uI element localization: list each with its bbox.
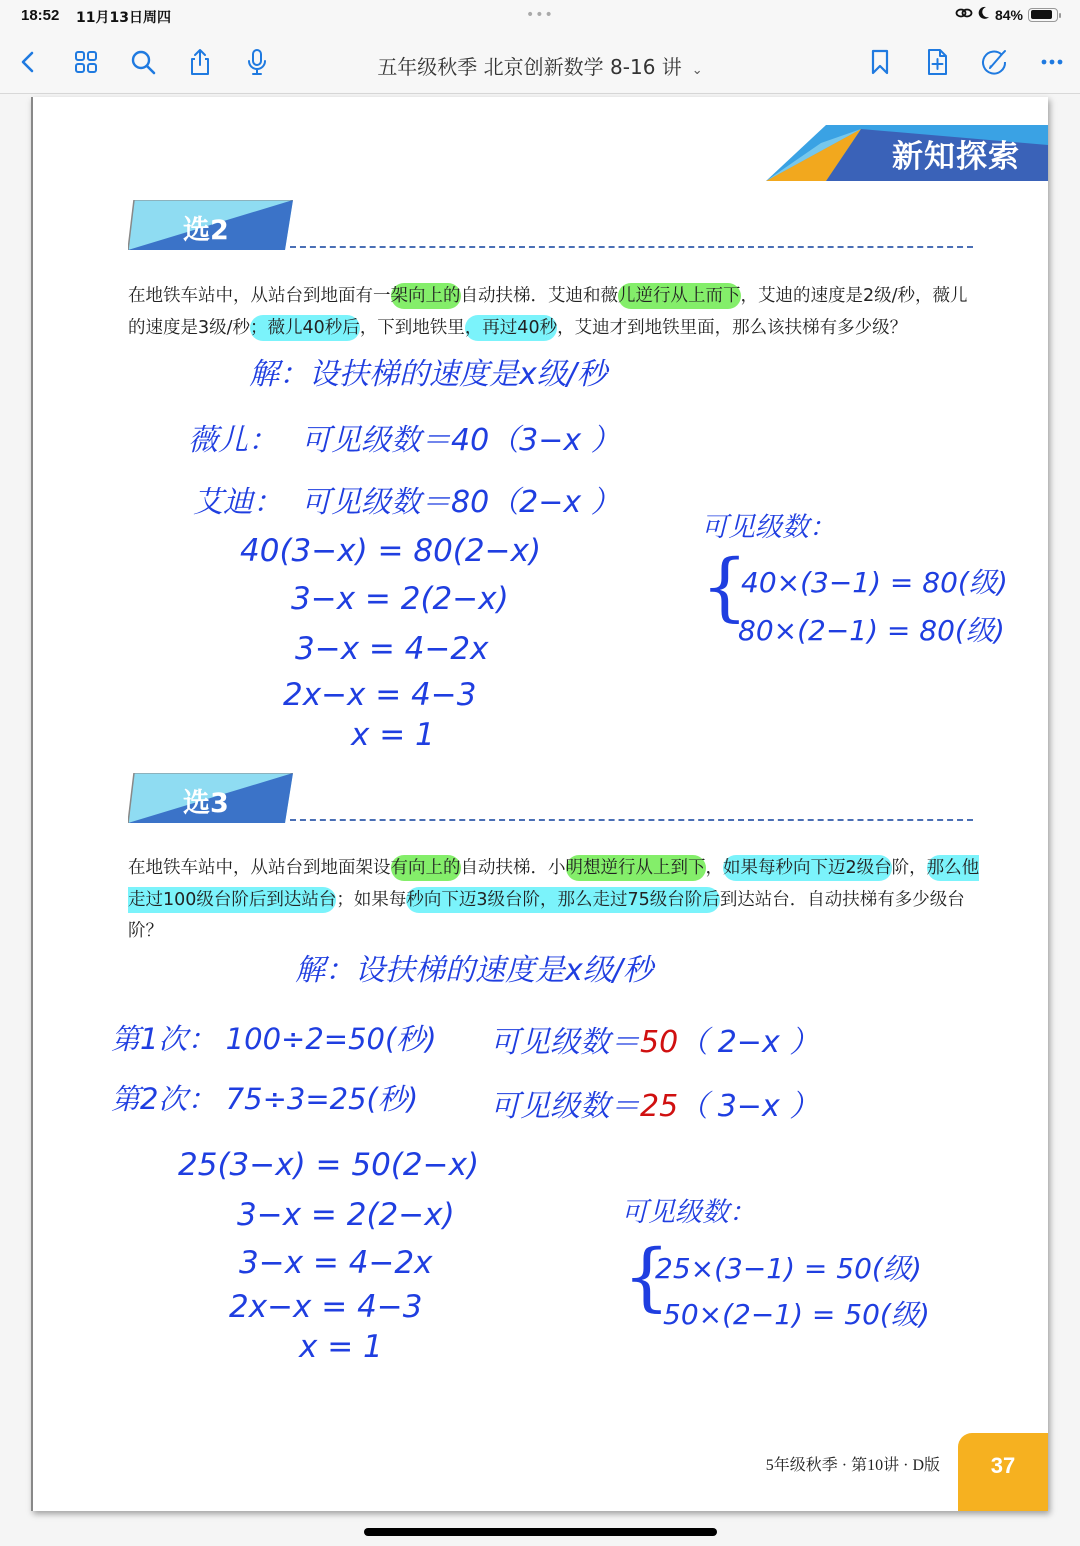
handwritten-step: 3−x = 2(2−x) <box>291 581 509 617</box>
handwritten-check: 50×(2−1) = 50(级) <box>663 1298 930 1331</box>
handwritten-step: 40(3−x) = 80(2−x) <box>240 533 542 569</box>
problem-text-segment: 到达站台．自动扶梯有多少级台阶？ <box>128 889 965 941</box>
more-button[interactable] <box>1036 46 1068 78</box>
dashed-divider <box>290 246 973 248</box>
status-indicators <box>955 6 1058 23</box>
section-header-2 <box>128 200 973 250</box>
link-icon <box>955 6 973 23</box>
handwritten-step: 3−x = 4−2x <box>239 1245 433 1281</box>
status-bar <box>0 0 1080 32</box>
status-time: 18:52 <box>21 7 60 24</box>
handwritten-check: 25×(3−1) = 50(级) <box>655 1252 922 1285</box>
battery-icon <box>1028 8 1058 22</box>
handwritten-label: 薇儿： <box>188 423 278 458</box>
markup-button[interactable] <box>978 46 1010 78</box>
section-banner <box>766 125 1048 181</box>
handwritten-step: 2x−x = 4−3 <box>229 1289 423 1325</box>
document-title[interactable] <box>0 51 1080 80</box>
problem-text-2 <box>128 281 983 344</box>
problem-text-segment: 自动扶梯．艾迪和薇 <box>460 286 618 306</box>
chevron-down-icon: ⌄ <box>691 63 703 78</box>
home-indicator[interactable] <box>364 1528 717 1536</box>
handwritten-check-title: 可见级数： <box>701 512 836 543</box>
highlighted-text: 儿逆行从上而下 <box>618 283 741 309</box>
handwritten-brace: { <box>701 544 749 630</box>
status-date: 11月13日周四 <box>76 10 171 26</box>
problem-text-3 <box>128 853 983 948</box>
problem-text-segment: ，艾迪才到地铁里面，那么该扶梯有多少级？ <box>557 317 908 338</box>
handwritten-label: 艾迪： <box>193 485 283 520</box>
section-tag: 选3 <box>183 788 229 819</box>
more-icon <box>1038 48 1066 76</box>
handwritten-equation: 可见级数＝50（ 2−x ） <box>490 1025 820 1060</box>
battery-percent: 84% <box>994 6 1023 23</box>
handwritten-setup: 解：设扶梯的速度是x级/秒 <box>249 357 607 392</box>
section-header-3 <box>128 773 973 823</box>
highlighted-text: 如果每秒向下迈2级台 <box>723 855 892 881</box>
problem-text-segment: ，下到地铁里 <box>359 317 465 338</box>
problem-text-segment: 阶， <box>891 858 927 878</box>
handwritten-answer: x = 1 <box>351 717 435 753</box>
moon-icon <box>978 6 990 23</box>
red-value: 50 <box>640 1025 679 1060</box>
handwritten-check: 80×(2−1) = 80(级) <box>738 614 1005 647</box>
bookmark-icon <box>866 48 894 76</box>
handwritten-step: 3−x = 4−2x <box>295 631 489 667</box>
handwritten-check: 40×(3−1) = 80(级) <box>741 566 1008 599</box>
highlighted-text: 明想逆行从上到下 <box>566 855 706 881</box>
problem-text-segment: ， <box>705 858 723 878</box>
handwritten-step: 25(3−x) = 50(2−x) <box>178 1147 480 1183</box>
add-page-icon <box>923 48 951 76</box>
problem-text-segment: ，艾迪的速度是2级/秒，薇儿的速度是3级/秒 <box>128 286 968 338</box>
page-footer: 5年级秋季 · 第10讲 · D版 <box>765 1457 940 1474</box>
handwritten-check-title: 可见级数： <box>621 1197 756 1228</box>
highlighted-text: 那么他走过100级台阶后到达站台 <box>128 855 979 913</box>
add-page-button[interactable] <box>921 46 953 78</box>
page-number-tab <box>958 1433 1048 1511</box>
section-tag: 选2 <box>183 215 229 246</box>
handwritten-brace: { <box>623 1234 671 1320</box>
red-value: 25 <box>640 1089 679 1124</box>
handwritten-equation: 可见级数＝80（2−x ） <box>301 485 621 520</box>
banner-title: 新知探索 <box>892 139 1020 175</box>
highlighted-text: 架向上的 <box>391 283 461 309</box>
handwritten-step: 2x−x = 4−3 <box>283 677 477 713</box>
highlighted-text: ，再过40秒 <box>465 315 557 341</box>
highlighted-text: 有向上的 <box>391 855 461 881</box>
document-toolbar <box>0 32 1080 94</box>
document-page[interactable] <box>31 97 1048 1511</box>
problem-text-segment: 在地铁车站中，从站台到地面架设 <box>128 858 391 878</box>
highlighted-text: 秒向下迈3级台阶，那么走过75级台阶后 <box>406 887 719 913</box>
problem-text-segment: ；如果每 <box>336 889 407 910</box>
handwritten-setup: 解：设扶梯的速度是x级/秒 <box>295 953 653 988</box>
problem-text-segment: 在地铁车站中，从站台到地面有一 <box>128 286 391 306</box>
handwritten-equation: 可见级数＝25（ 3−x ） <box>490 1089 820 1124</box>
handwritten-step: 3−x = 2(2−x) <box>237 1197 455 1233</box>
bookmark-button[interactable] <box>864 46 896 78</box>
document-title-text: 五年级秋季 北京创新数学 8-16 讲 <box>377 55 682 79</box>
page-number: 37 <box>990 1453 1016 1478</box>
problem-text-segment: 自动扶梯．小 <box>460 858 566 878</box>
dashed-divider <box>290 819 973 821</box>
handwritten-time-1: 第1次： 100÷2=50(秒) <box>111 1022 437 1056</box>
handwritten-time-2: 第2次： 75÷3=25(秒) <box>111 1082 419 1116</box>
handwritten-equation: 可见级数＝40（3−x ） <box>301 423 621 458</box>
markup-pen-icon <box>980 48 1008 76</box>
multitasking-dots[interactable]: ••• <box>526 7 554 23</box>
handwritten-answer: x = 1 <box>299 1329 383 1365</box>
highlighted-text: ；薇儿40秒后 <box>250 315 360 341</box>
